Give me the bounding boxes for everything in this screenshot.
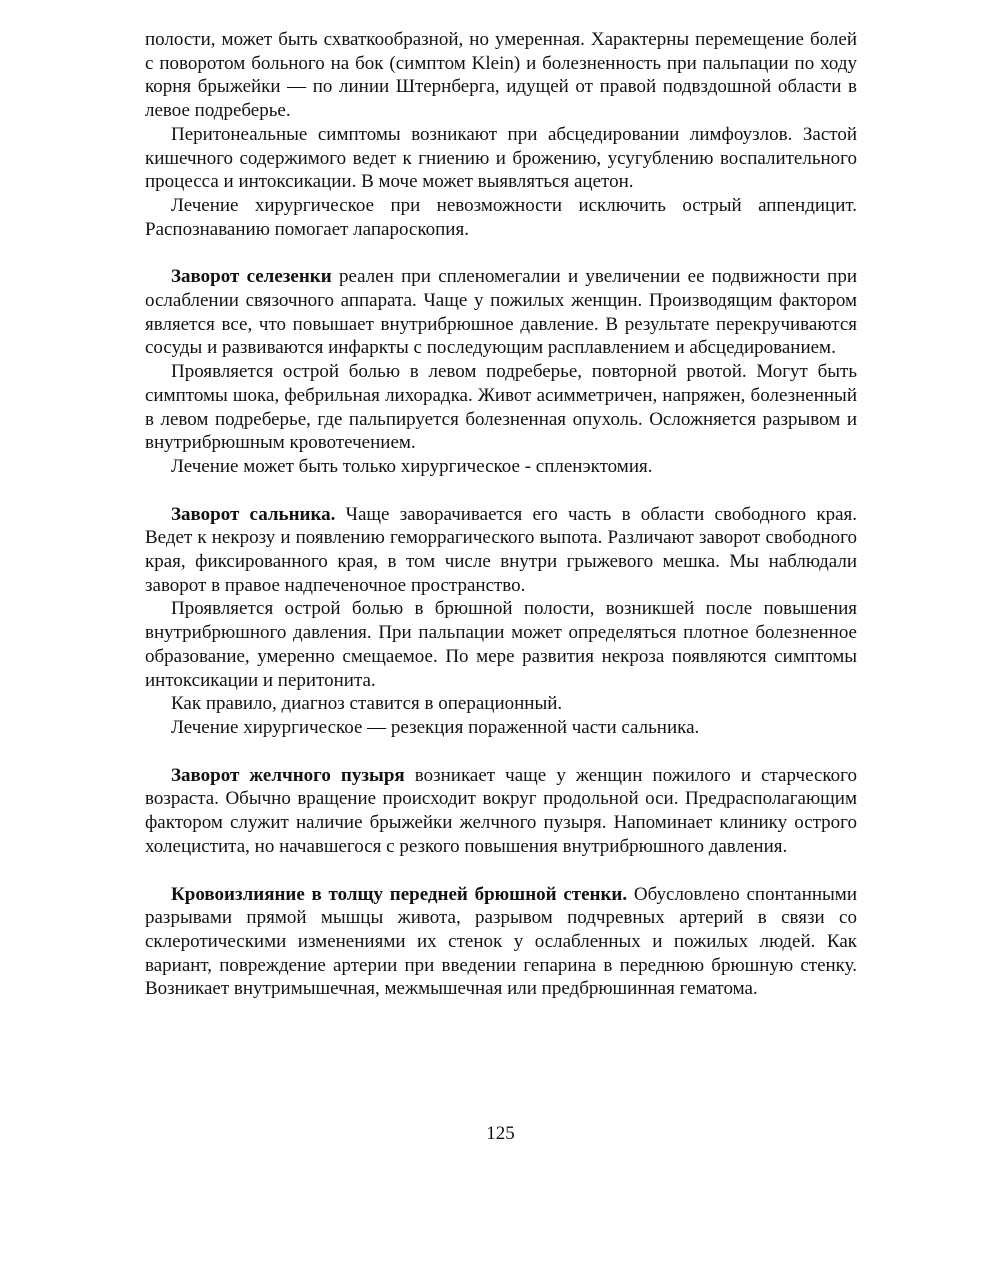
paragraph: [145, 597, 857, 692]
paragraph-text: Лечение хирургическое при невозможности исключить острый аппендицит. Распознаванию помогает лапароскопия.: [145, 194, 857, 240]
section-heading: Кровоизлияние в толщу передней брюшной стенки.: [171, 883, 628, 905]
paragraph-text: реален при спленомегалии и увеличении ее подвижности при ослаблении связочного аппарата. Чаще у пожилых женщин. Производящим фактором является все, что повышает внутрибрюшное давление. В результате перекручиваются сосуды и развиваются инфаркты с последующим расплавлением и абсцедированием.: [145, 266, 858, 359]
paragraph: [145, 360, 857, 455]
paragraph: [145, 455, 857, 479]
paragraph-text: Проявляется острой болью в брюшной полости, возникшей после повышения внутрибрюшного давления. При пальпации может определяться плотное болезненное образование, умеренно смещаемое. По мере развития некроза появляются симптомы интоксикации и перитонита.: [145, 598, 857, 691]
paragraph-text: Проявляется острой болью в левом подреберье, повторной рвотой. Могут быть симптомы шока, фебрильная лихорадка. Живот асимметричен, напряжен, болезненный в левом подреберье, где пальпируется болезненная опухоль. Осложняется разрывом и внутрибрюшным кровотечением.: [145, 361, 857, 454]
paragraph-text: Перитонеальные симптомы возникают при абсцедировании лимфоузлов. Застой кишечного содержимого ведет к гниению и брожению, усугублению воспалительного процесса и интоксикации. В моче может выявляться ацетон.: [145, 123, 857, 193]
paragraph-text: Лечение хирургическое — резекция пораженной части сальника.: [171, 716, 700, 738]
section-heading: Заворот селезенки: [171, 266, 332, 288]
section-omentum-torsion: [145, 503, 857, 598]
page-number: 125: [486, 1123, 515, 1144]
document-body: [145, 28, 857, 1001]
paragraph: [145, 692, 857, 716]
section-heading: Заворот желчного пузыря: [171, 764, 405, 786]
paragraph-text: Обусловлено спонтанными разрывами прямой мышцы живота, разрывом подчревных артерий в связи со склеротическими изменениями их стенок у ослабленных и пожилых людей. Как вариант, повреждение артерии при введении гепарина в переднюю брюшную стенку. Возникает внутримышечная, межмышечная или предбрюшинная гематома.: [145, 883, 857, 1000]
section-abdominal-wall-hemorrhage: [145, 883, 857, 1002]
section-gallbladder-torsion: [145, 764, 857, 859]
paragraph: [145, 194, 857, 241]
paragraph-text: Лечение может быть только хирургическое - спленэктомия.: [171, 455, 653, 477]
paragraph-text: Как правило, диагноз ставится в операционный.: [171, 693, 563, 715]
section-heading: Заворот сальника.: [171, 503, 336, 525]
section-spleen-torsion: [145, 265, 857, 360]
paragraph: [145, 28, 857, 123]
paragraph-text: полости, может быть схваткообразной, но умеренная. Характерны перемещение болей с поворотом больного на бок (симптом Klein) и болезненность при пальпации по ходу корня брыжейки — по линии Штернберга, идущей от правой подвздошной области в левое подреберье.: [145, 29, 857, 122]
paragraph-text: Чаще заворачивается его часть в области свободного края. Ведет к некрозу и появлению геморрагического выпота. Различают заворот свободного края, фиксированного края, в том числе внутри грыжевого мешка. Мы наблюдали заворот в правое надпеченочное пространство.: [145, 503, 857, 596]
paragraph: [145, 123, 857, 194]
paragraph: [145, 716, 857, 740]
paragraph-text: возникает чаще у женщин пожилого и старческого возраста. Обычно вращение происходит вокруг продольной оси. Предрасполагающим фактором служит наличие брыжейки желчного пузыря. Напоминает клинику острого холецистита, но начавшегося с резкого повышения внутрибрюшного давления.: [145, 764, 857, 857]
